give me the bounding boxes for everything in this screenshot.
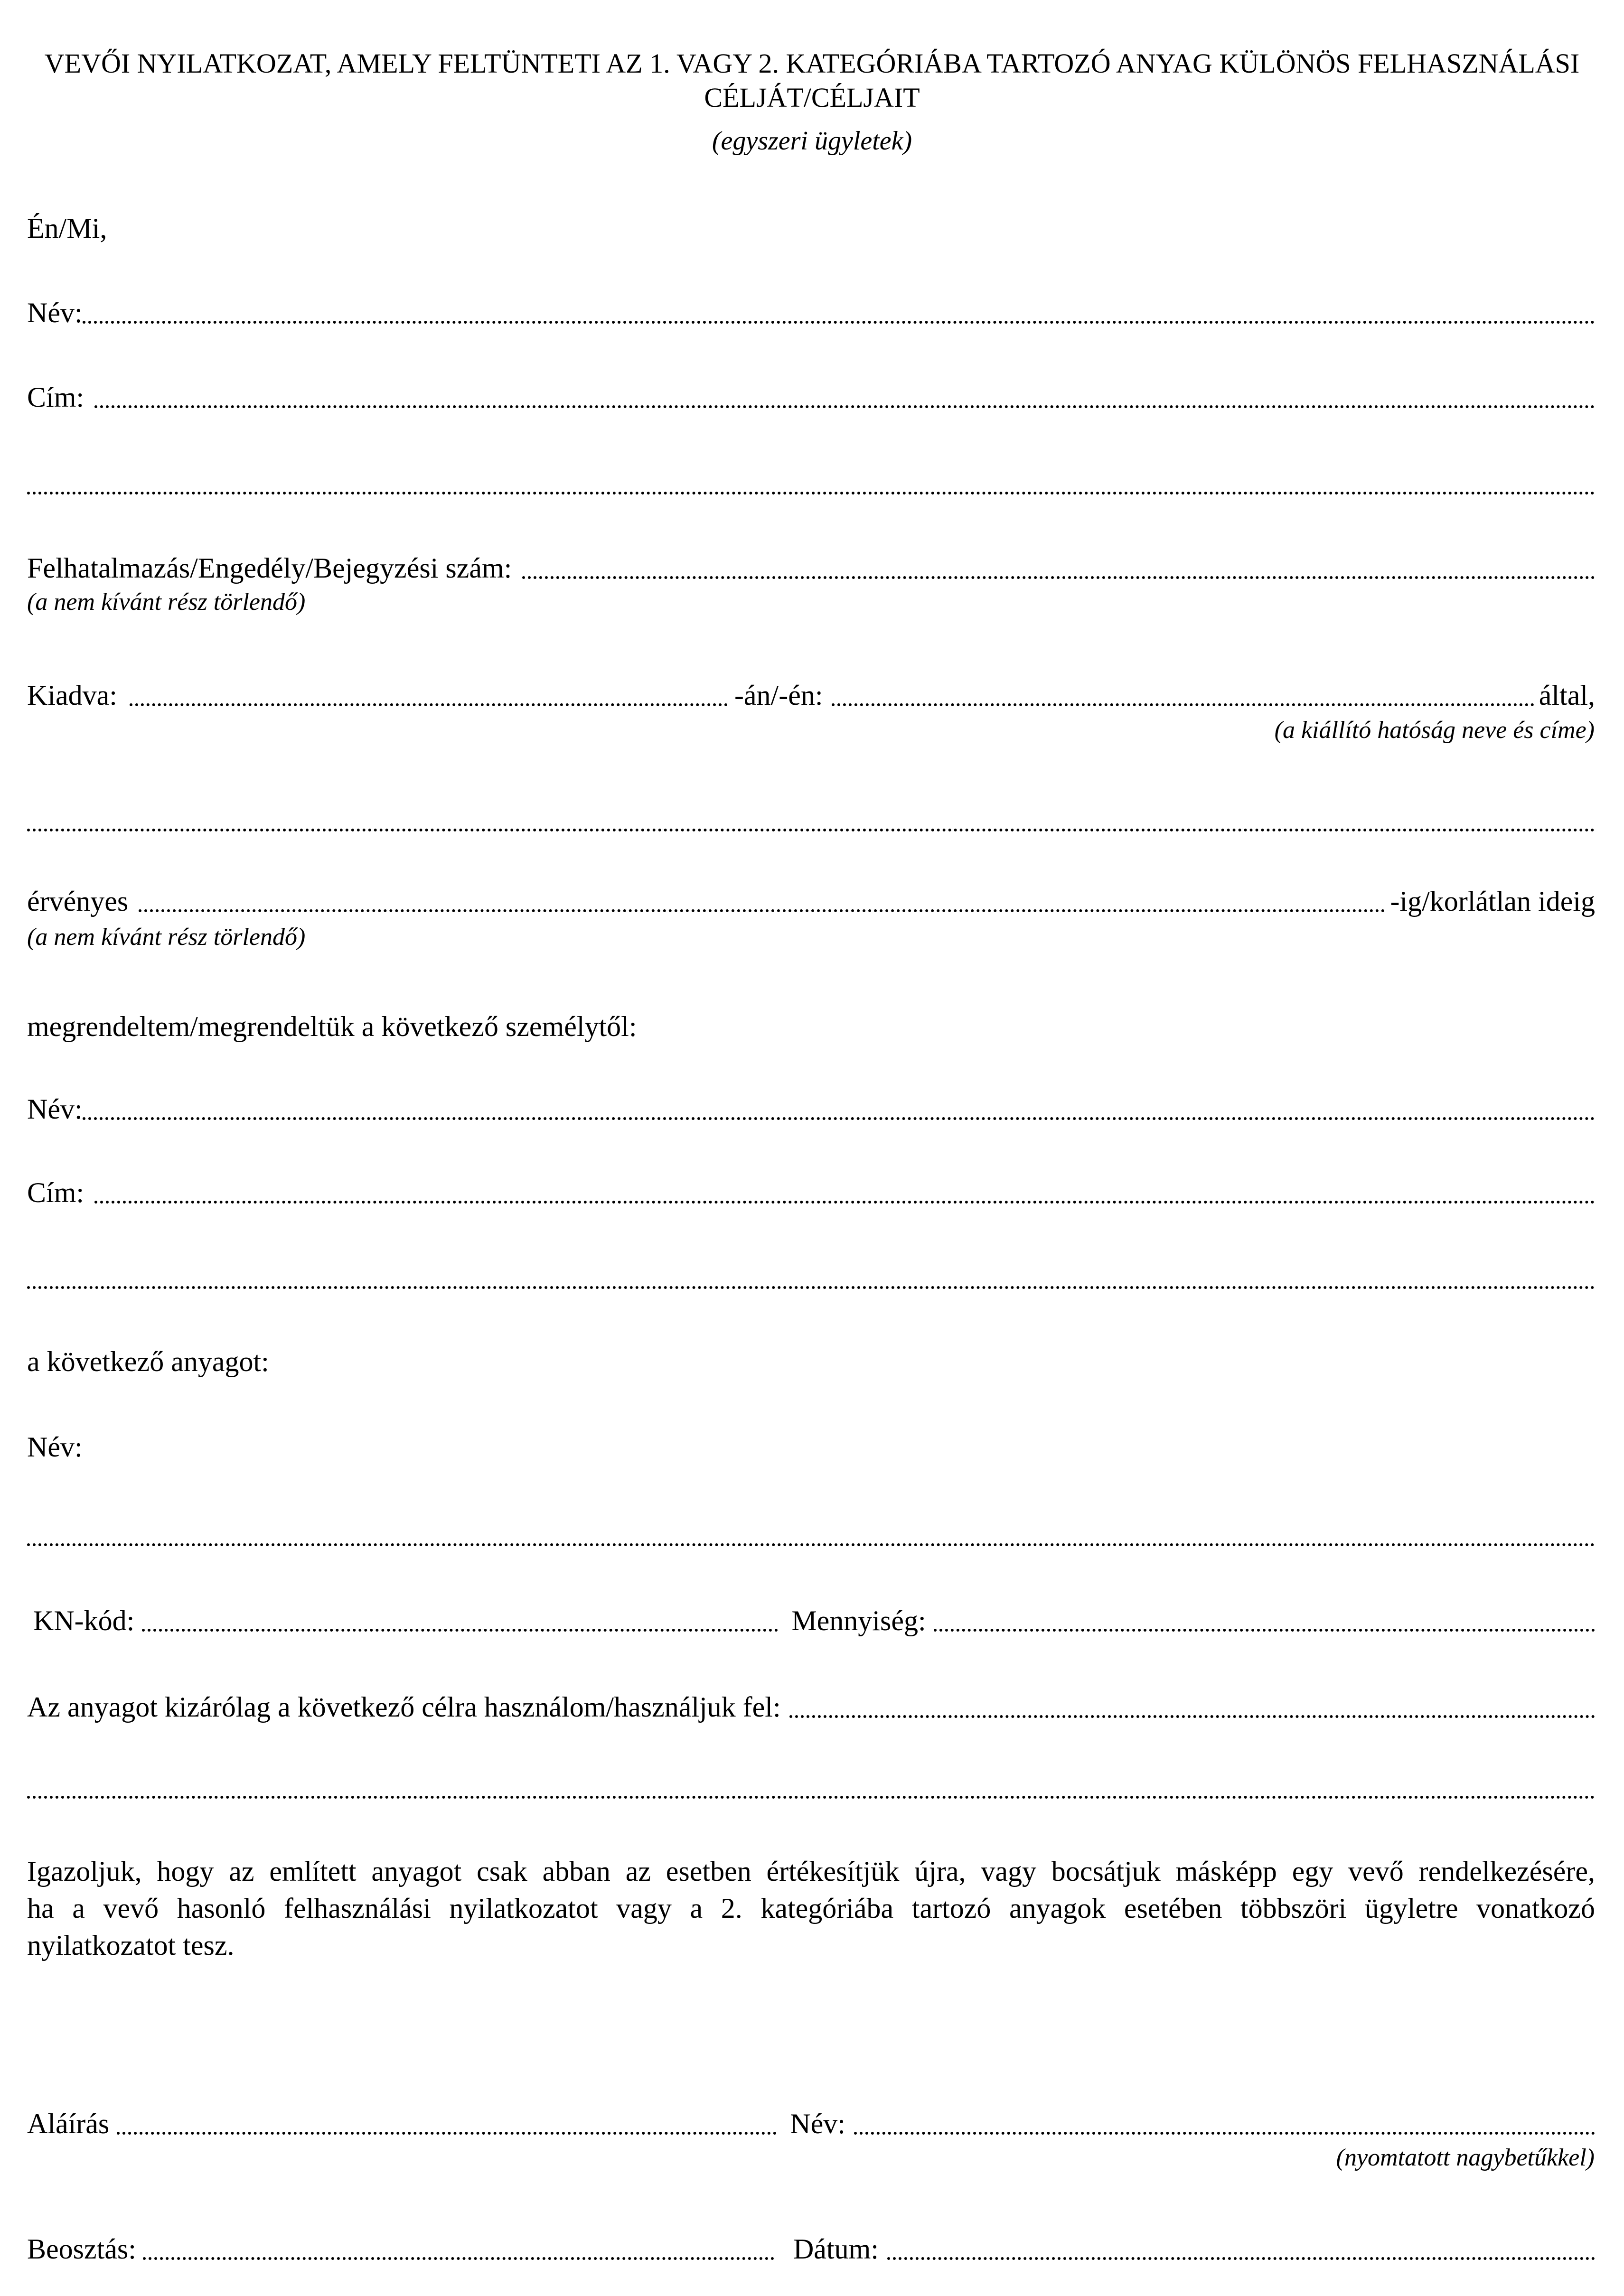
declarant-name-row [27, 294, 1595, 331]
position-label: Beosztás: [27, 2233, 136, 2265]
supplier-name-label: Név: [27, 1093, 83, 1125]
supplier-name-row [27, 1091, 1595, 1128]
declarant-name-field[interactable] [83, 321, 1595, 324]
substance-intro: a következő anyagot: [27, 1346, 269, 1377]
cn-code-label: KN-kód: [33, 1605, 135, 1636]
supplier-address-continuation-field[interactable] [27, 1286, 1595, 1289]
form-subtitle: (egyszeri ügyletek) [712, 126, 912, 156]
date-field[interactable] [887, 2257, 1595, 2260]
supplier-intro: megrendeltem/megrendeltük a következő személytől: [27, 1011, 637, 1042]
valid-until-label: -ig/korlátlan ideig [1390, 886, 1595, 917]
validity-note: (a nem kívánt rész törlendő) [27, 924, 306, 951]
substance-name-label: Név: [27, 1431, 83, 1463]
intended-use-continuation-row [27, 1769, 1595, 1806]
licence-number-field[interactable] [522, 576, 1595, 579]
substance-name-row [27, 1517, 1595, 1554]
certification-line-2: ha a vevő hasonló felhasználási nyilatkozatot vagy a 2. kategóriába tartozó anyagok esetében többszöri ügyletre vonatkozó [27, 1893, 1595, 1924]
declarant-intro: Én/Mi, [27, 213, 107, 244]
supplier-address-continuation-row [27, 1260, 1595, 1297]
declarant-address-label: Cím: [27, 382, 84, 413]
declarant-address-row [27, 379, 1595, 416]
supplier-address-row [27, 1174, 1595, 1211]
issuer-name-row [27, 802, 1595, 839]
quantity-label: Mennyiség: [791, 1605, 926, 1636]
issued-row [27, 677, 1595, 714]
issued-date-field[interactable] [832, 703, 1534, 706]
issued-label: Kiadva: [27, 680, 117, 711]
signature-row [27, 2105, 1595, 2142]
certification-line-1: Igazoljuk, hogy az említett anyagot csak abban az esetben értékesítjük újra, vagy bocsátjuk másképp egy vevő rendelkezésére, [27, 1856, 1595, 1887]
declarant-address-continuation-row [27, 465, 1595, 502]
declarant-address-field[interactable] [94, 405, 1595, 408]
licence-note: (a nem kívánt rész törlendő) [27, 588, 306, 616]
signer-name-note: (nyomtatott nagybetűkkel) [1336, 2144, 1595, 2171]
issuer-note: (a kiállító hatóság neve és címe) [1274, 717, 1595, 744]
form-title-line-1: VEVŐI NYILATKOZAT, AMELY FELTÜNTETI AZ 1. VAGY 2. KATEGÓRIÁBA TARTOZÓ ANYAG KÜLÖNÖS FELHASZNÁLÁSI [44, 48, 1580, 79]
signature-label: Aláírás [27, 2108, 110, 2139]
supplier-address-label: Cím: [27, 1177, 84, 1208]
validity-row [27, 883, 1595, 920]
supplier-name-field[interactable] [83, 1117, 1595, 1120]
licence-row [27, 550, 1595, 587]
issued-date-label: -án/-én: [734, 680, 823, 711]
intended-use-row [27, 1689, 1595, 1726]
quantity-field[interactable] [934, 1629, 1595, 1632]
certification-paragraph [27, 1853, 1595, 1964]
position-field[interactable] [143, 2257, 774, 2260]
issued-place-field[interactable] [130, 703, 728, 706]
certification-line-3: nyilatkozatot tesz. [27, 1930, 235, 1961]
cn-quantity-row [33, 1602, 1595, 1639]
cn-code-field[interactable] [142, 1629, 778, 1632]
intended-use-continuation-field[interactable] [27, 1796, 1595, 1799]
declarant-name-label: Név: [27, 297, 83, 328]
issued-by-label: által, [1539, 680, 1595, 711]
intended-use-label: Az anyagot kizárólag a következő célra használom/használjuk fel: [27, 1691, 781, 1723]
supplier-address-field[interactable] [94, 1201, 1595, 1204]
licence-label: Felhatalmazás/Engedély/Bejegyzési szám: [27, 552, 512, 584]
issuer-name-field[interactable] [27, 829, 1595, 831]
date-label: Dátum: [793, 2233, 879, 2265]
position-date-row [27, 2231, 1595, 2268]
signature-field[interactable] [117, 2132, 777, 2135]
intended-use-field[interactable] [789, 1715, 1595, 1718]
declarant-address-continuation-field[interactable] [27, 492, 1595, 495]
substance-name-field[interactable] [27, 1543, 1595, 1546]
valid-label: érvényes [27, 886, 129, 917]
form-title-line-2: CÉLJÁT/CÉLJAIT [704, 82, 920, 113]
signer-name-label: Név: [790, 2108, 845, 2139]
signer-name-field[interactable] [854, 2132, 1595, 2135]
valid-until-field[interactable] [139, 909, 1385, 912]
